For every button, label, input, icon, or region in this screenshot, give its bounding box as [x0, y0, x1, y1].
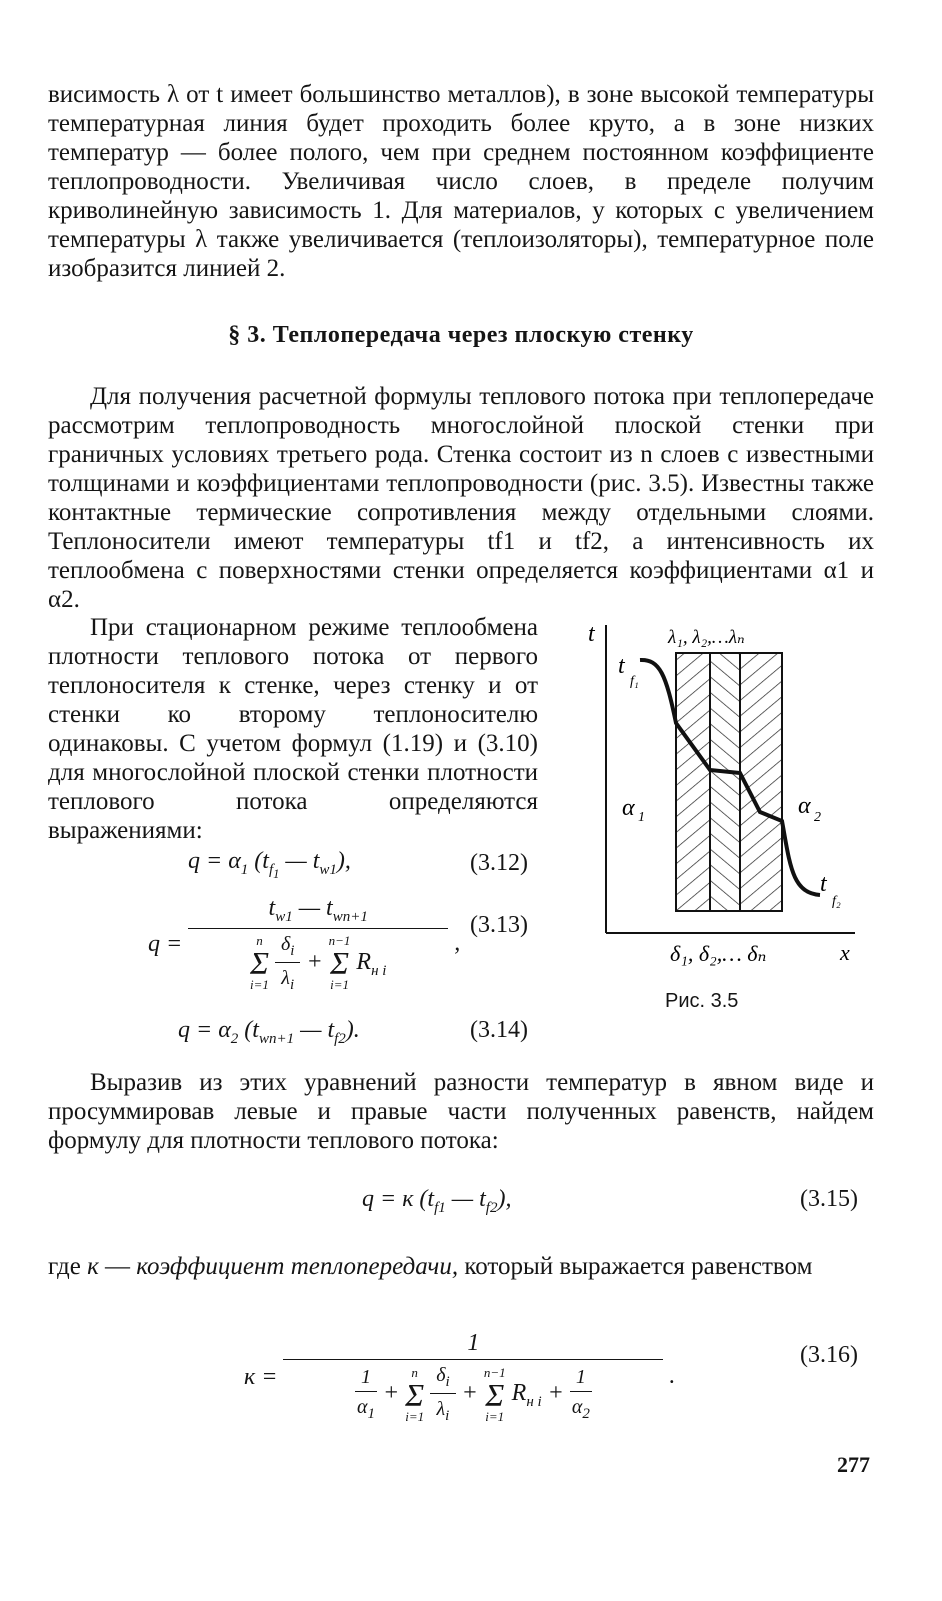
wall-layer-1 [676, 653, 710, 911]
equation-3-12: $q = \alpha_1$ ($t_{f_1}$ — $t_{w1}$), [188, 848, 351, 881]
label-tf2-sub: f₂ [832, 894, 841, 909]
label-deltas: δ₁, δ₂,… δₙ [670, 941, 767, 966]
label-alpha2: α [798, 793, 811, 819]
paragraph-3-text: При стационарном режиме теплообмена плотности теплового потока от первого теплоносителя к стенке, через стенку и от стенки ко второму теплоносителю одинаковы. С учетом формул (1.19) и (3.10) для многослойной плоской стенки плотности теплового потока определяются выражениями: [48, 614, 538, 844]
paragraph-2 [48, 382, 874, 614]
label-alpha2-sub: 2 [814, 810, 821, 825]
paragraph-5-suffix: который выражается равенством [458, 1253, 813, 1280]
section-heading: § 3. Теплопередача через плоскую стенку [228, 322, 694, 348]
paragraph-2-text: Для получения расчетной формулы теплового потока при теплопередаче рассмотрим теплопроводность многослойной плоской стенки при граничных условиях третьего рода. Стенка состоит из n слоев с известными толщинами и коэффициентами теплопроводности (рис. 3.5). Известны также контактные термические сопротивления между отдельными слоями. Теплоносители имеют температуры tf1 и tf2, а интенсивность их теплообмена с поверхностями стенки определяется коэффициентами α1 и α2. [48, 383, 874, 613]
paragraph-5 [48, 1252, 874, 1281]
equation-3-16: к = 1 $\frac{1}{\alpha_1}$ + n Σ i=1 $\frac{\delta_i}{\lambda_i}$ + n−1 Σ i=1 $R_{н i}$ + $\frac{1}{\alpha_2}$ . [244, 1330, 676, 1424]
equation-3-15: q = к ($t_{f1}$ — $t_{f2}$), [362, 1186, 512, 1216]
paragraph-1: висимость λ от t имеет большинство металлов), в зоне высокой температуры температурная линия будет проходить более круто, а в зоне низких температур — более полого, чем при среднем постоянном коэффициенте теплопроводности. Увеличивая число слоев, в пределе получим криволинейную зависимость 1. Для материалов, у которых с увеличением температуры λ также увеличивается (теплоизоляторы), температурное поле изобразится линией 2. [48, 81, 874, 282]
axis-x-label: x [840, 940, 850, 965]
equation-3-14: $q = \alpha_2$ ($t_{wn+1}$ — $t_{f2}$). [178, 1017, 360, 1047]
equation-number-3-14: (3.14) [470, 1017, 528, 1043]
paragraph-5-dash: — [98, 1253, 137, 1280]
equation-number-3-16: (3.16) [800, 1342, 858, 1368]
equation-number-3-13: (3.13) [470, 912, 528, 938]
figure-caption: Рис. 3.5 [665, 990, 739, 1012]
equation-number-3-12: (3.12) [470, 850, 528, 876]
label-tf1-sub: f₁ [630, 674, 639, 689]
label-tf2: t [820, 871, 827, 897]
paragraph-4-text: Выразив из этих уравнений разности температур в явном виде и просуммировав левые и правые части полученных равенств, найдем формулу для плотности теплового потока: [48, 1069, 874, 1154]
paragraph-5-k: к [87, 1253, 99, 1280]
page-number: 277 [837, 1452, 870, 1477]
label-tf1: t [618, 653, 625, 679]
paragraph-5-prefix: где [48, 1253, 88, 1280]
figure-3-5 [580, 615, 870, 975]
paragraph-4 [48, 1068, 874, 1155]
paragraph-5-term: коэффициент теплопередачи, [136, 1253, 459, 1280]
label-alpha1: α [622, 795, 635, 821]
label-alpha1-sub: 1 [638, 810, 645, 825]
label-lambdas: λ₁, λ₂,…λₙ [668, 627, 745, 648]
axis-t-label: t [588, 621, 595, 647]
paragraph-3 [48, 613, 538, 845]
wall-layer-2 [710, 653, 740, 911]
equation-3-13: q = $t_{w1}$ — $t_{wn+1}$ n Σ i=1 $\frac{\delta_i}{\lambda_i}$ + n−1 Σ i=1 $R_{н i}$ , [148, 895, 461, 993]
equation-number-3-15: (3.15) [800, 1186, 858, 1212]
